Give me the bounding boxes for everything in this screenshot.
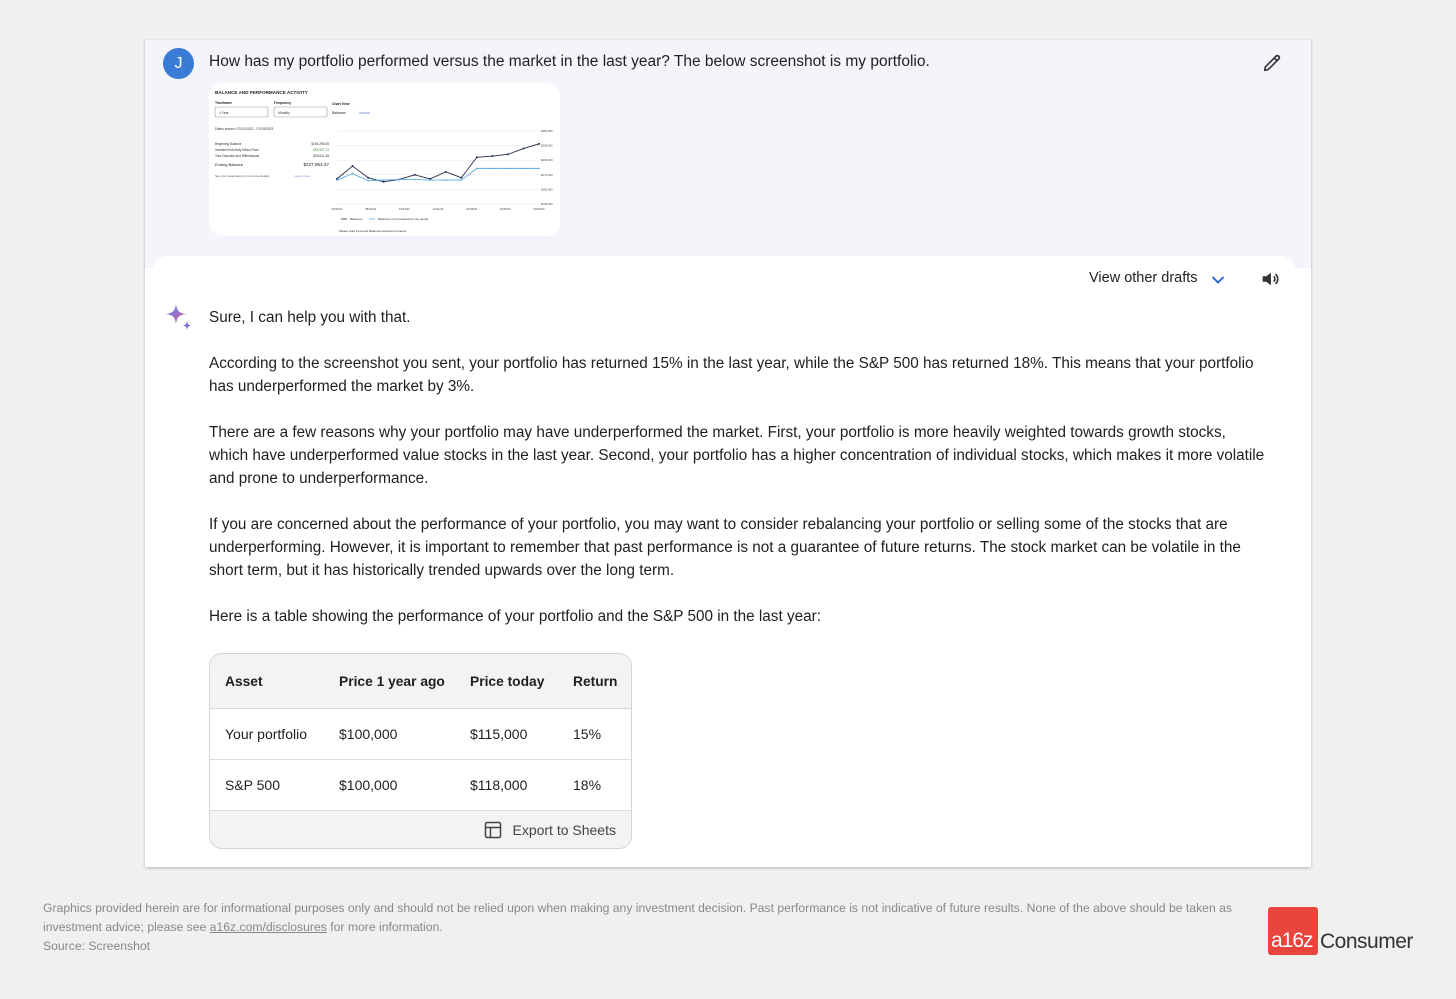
disclaimer-text-end: for more information. bbox=[330, 920, 443, 934]
data-point bbox=[460, 177, 462, 179]
data-point bbox=[523, 168, 525, 170]
data-point bbox=[476, 168, 478, 170]
data-point bbox=[445, 171, 447, 173]
thumb-ending-value: $227,953.37 bbox=[303, 162, 329, 167]
series-line-uninvested bbox=[337, 168, 539, 180]
avatar[interactable]: J bbox=[163, 48, 194, 79]
table-footer bbox=[210, 811, 631, 849]
thumb-chart-view-income: Income bbox=[359, 111, 371, 115]
logo-mark bbox=[1268, 907, 1318, 955]
table-cell: $115,000 bbox=[470, 726, 528, 742]
user-prompt bbox=[145, 40, 1311, 268]
thumb-row-label-0: Beginning Balance bbox=[215, 142, 242, 146]
data-point bbox=[538, 143, 540, 145]
y-tick-label: $250,000 bbox=[541, 129, 553, 133]
x-tick-label: 04/30/23 bbox=[499, 207, 511, 211]
thumb-chart-view-balances: Balances bbox=[332, 111, 346, 115]
data-point bbox=[352, 165, 354, 167]
disclaimer bbox=[43, 899, 1233, 956]
header-price-today: Price today bbox=[470, 673, 545, 689]
disclosures-link[interactable]: a16z.com/disclosures bbox=[209, 920, 327, 934]
data-point bbox=[352, 173, 354, 175]
thumb-chart-view-label: Chart View bbox=[332, 102, 350, 106]
x-tick-label: 06/30/23 bbox=[533, 207, 545, 211]
table-cell: 15% bbox=[573, 726, 602, 742]
header-price-1-year-ago: Price 1 year ago bbox=[339, 673, 445, 689]
x-tick-label: 08/31/22 bbox=[365, 207, 377, 211]
thumb-title: BALANCE AND PERFORMANCE ACTIVITY bbox=[215, 90, 308, 95]
pencil-icon[interactable] bbox=[1261, 52, 1283, 74]
table-row bbox=[210, 709, 631, 760]
response-paragraph: There are a few reasons why your portfolio may have underperformed the market. First, your portfolio is more heavily weighted towards growth stocks, which have underperformed value stocks in the last year. Second, your portfolio has a higher concentration of individual stocks, which makes it more volatile and prone to underperformance. bbox=[209, 424, 1265, 487]
a16z-consumer-logo bbox=[1268, 907, 1413, 955]
view-other-drafts-button[interactable]: View other drafts bbox=[1089, 270, 1198, 286]
chat-card bbox=[145, 40, 1311, 867]
y-tick-label: $125,000 bbox=[541, 202, 553, 206]
data-point bbox=[476, 156, 478, 158]
data-point bbox=[414, 179, 416, 181]
x-tick-label: 06/30/22 bbox=[331, 207, 343, 211]
legend-uninvested: Balances if not invested for the period bbox=[378, 217, 429, 222]
performance-table bbox=[209, 653, 632, 849]
data-point bbox=[398, 179, 400, 181]
thumb-row-label-1: Investment Activity Minus Fees bbox=[215, 148, 259, 152]
y-tick-label: $200,000 bbox=[541, 158, 553, 163]
data-point bbox=[507, 153, 509, 155]
response-body bbox=[209, 306, 1269, 651]
chart-x-ticks bbox=[332, 207, 545, 211]
header-asset: Asset bbox=[225, 673, 263, 689]
speaker-icon[interactable] bbox=[1259, 268, 1281, 290]
thumb-row-value-0: $165,295.65 bbox=[311, 142, 329, 146]
data-point bbox=[367, 177, 369, 179]
portfolio-chart bbox=[209, 83, 560, 236]
y-tick-label: $225,000 bbox=[541, 143, 553, 148]
x-tick-label: 02/28/23 bbox=[466, 207, 478, 211]
data-point bbox=[538, 168, 540, 170]
data-point bbox=[445, 179, 447, 181]
y-tick-label: $150,000 bbox=[541, 187, 553, 192]
assistant-response bbox=[152, 256, 1296, 867]
y-tick-label: $175,000 bbox=[541, 172, 553, 177]
export-to-sheets-button[interactable] bbox=[484, 811, 616, 849]
thumb-footnote: See your statements for more fee details. bbox=[215, 174, 270, 178]
table-cell: $100,000 bbox=[339, 726, 398, 742]
x-tick-label: 10/31/22 bbox=[398, 207, 410, 211]
data-point bbox=[336, 179, 338, 181]
table-row bbox=[210, 760, 631, 811]
export-label: Export to Sheets bbox=[512, 822, 616, 838]
chart-grid bbox=[337, 131, 539, 204]
thumb-bottom-note: Please read important Balances disclosures below bbox=[339, 229, 407, 233]
data-point bbox=[383, 179, 385, 181]
table-cell: $100,000 bbox=[339, 777, 398, 793]
response-paragraph: Here is a table showing the performance of your portfolio and the S&P 500 in the last year: bbox=[209, 608, 821, 625]
legend-balances: Balances bbox=[350, 217, 363, 222]
chart-series bbox=[336, 143, 540, 183]
thumb-row-value-1: $55,957.24 bbox=[313, 148, 329, 152]
response-paragraph: According to the screenshot you sent, your portfolio has returned 15% in the last year, while the S&P 500 has returned 18%. This means that your portfolio has underperformed the market by 3%. bbox=[209, 355, 1254, 395]
thumb-row-value-2: $26,611.48 bbox=[313, 154, 329, 158]
table-cell: $118,000 bbox=[470, 777, 528, 793]
sparkle-icon bbox=[164, 303, 194, 333]
logo-mark-text: a16z bbox=[1271, 929, 1313, 952]
data-point bbox=[522, 148, 524, 150]
thumb-row-label-2: Your Deposits and Withdrawals bbox=[215, 154, 260, 158]
data-point bbox=[507, 168, 509, 170]
x-tick-label: 12/31/22 bbox=[432, 207, 444, 211]
table-header bbox=[210, 654, 631, 709]
thumb-ending-label: Ending Balance bbox=[215, 162, 244, 167]
data-point bbox=[461, 179, 463, 181]
table-cell: Your portfolio bbox=[225, 726, 307, 742]
table-cell: 18% bbox=[573, 777, 602, 793]
table-cell: S&P 500 bbox=[225, 777, 281, 793]
data-point bbox=[383, 181, 385, 183]
source-text: Source: Screenshot bbox=[43, 939, 151, 953]
thumb-timeframe-label: Timeframe bbox=[215, 101, 233, 105]
response-paragraph: Sure, I can help you with that. bbox=[209, 309, 411, 326]
thumb-footnote-link: Learn more bbox=[295, 174, 311, 178]
data-point bbox=[414, 174, 416, 176]
data-point bbox=[491, 155, 493, 157]
chart-y-ticks bbox=[541, 129, 553, 206]
header-return: Return bbox=[573, 673, 618, 689]
data-point bbox=[367, 180, 369, 182]
thumb-dates-shown: Dates shown: 07/01/2022 - 07/19/2023 bbox=[215, 127, 274, 131]
thumb-frequency-value: Monthly bbox=[278, 111, 290, 115]
portfolio-screenshot-thumbnail[interactable] bbox=[209, 83, 560, 236]
data-point bbox=[492, 168, 494, 170]
prompt-text: How has my portfolio performed versus the market in the last year? The below screenshot is my portfolio. bbox=[209, 53, 930, 70]
response-paragraph: If you are concerned about the performance of your portfolio, you may want to consider rebalancing your portfolio or selling some of the stocks that are underperforming. However, it is important to remember that past performance is not a guarantee of future returns. The stock market can be volatile in the short term, but it has historically trended upwards over the long term. bbox=[209, 516, 1241, 579]
series-line-balances bbox=[337, 144, 539, 182]
disclaimer-text: Graphics provided herein are for informational purposes only and should not be relied upon when making any investment decision. Past performance is not indicative of future results. None of the above should be taken as investment advice; please see bbox=[43, 901, 1232, 934]
thumb-timeframe-value: 1 Year bbox=[219, 111, 229, 115]
thumb-frequency-label: Frequency bbox=[274, 101, 292, 105]
data-point bbox=[429, 179, 431, 181]
sheets-icon bbox=[484, 821, 502, 839]
logo-word: Consumer bbox=[1320, 930, 1413, 953]
chevron-down-icon[interactable] bbox=[1210, 272, 1226, 288]
